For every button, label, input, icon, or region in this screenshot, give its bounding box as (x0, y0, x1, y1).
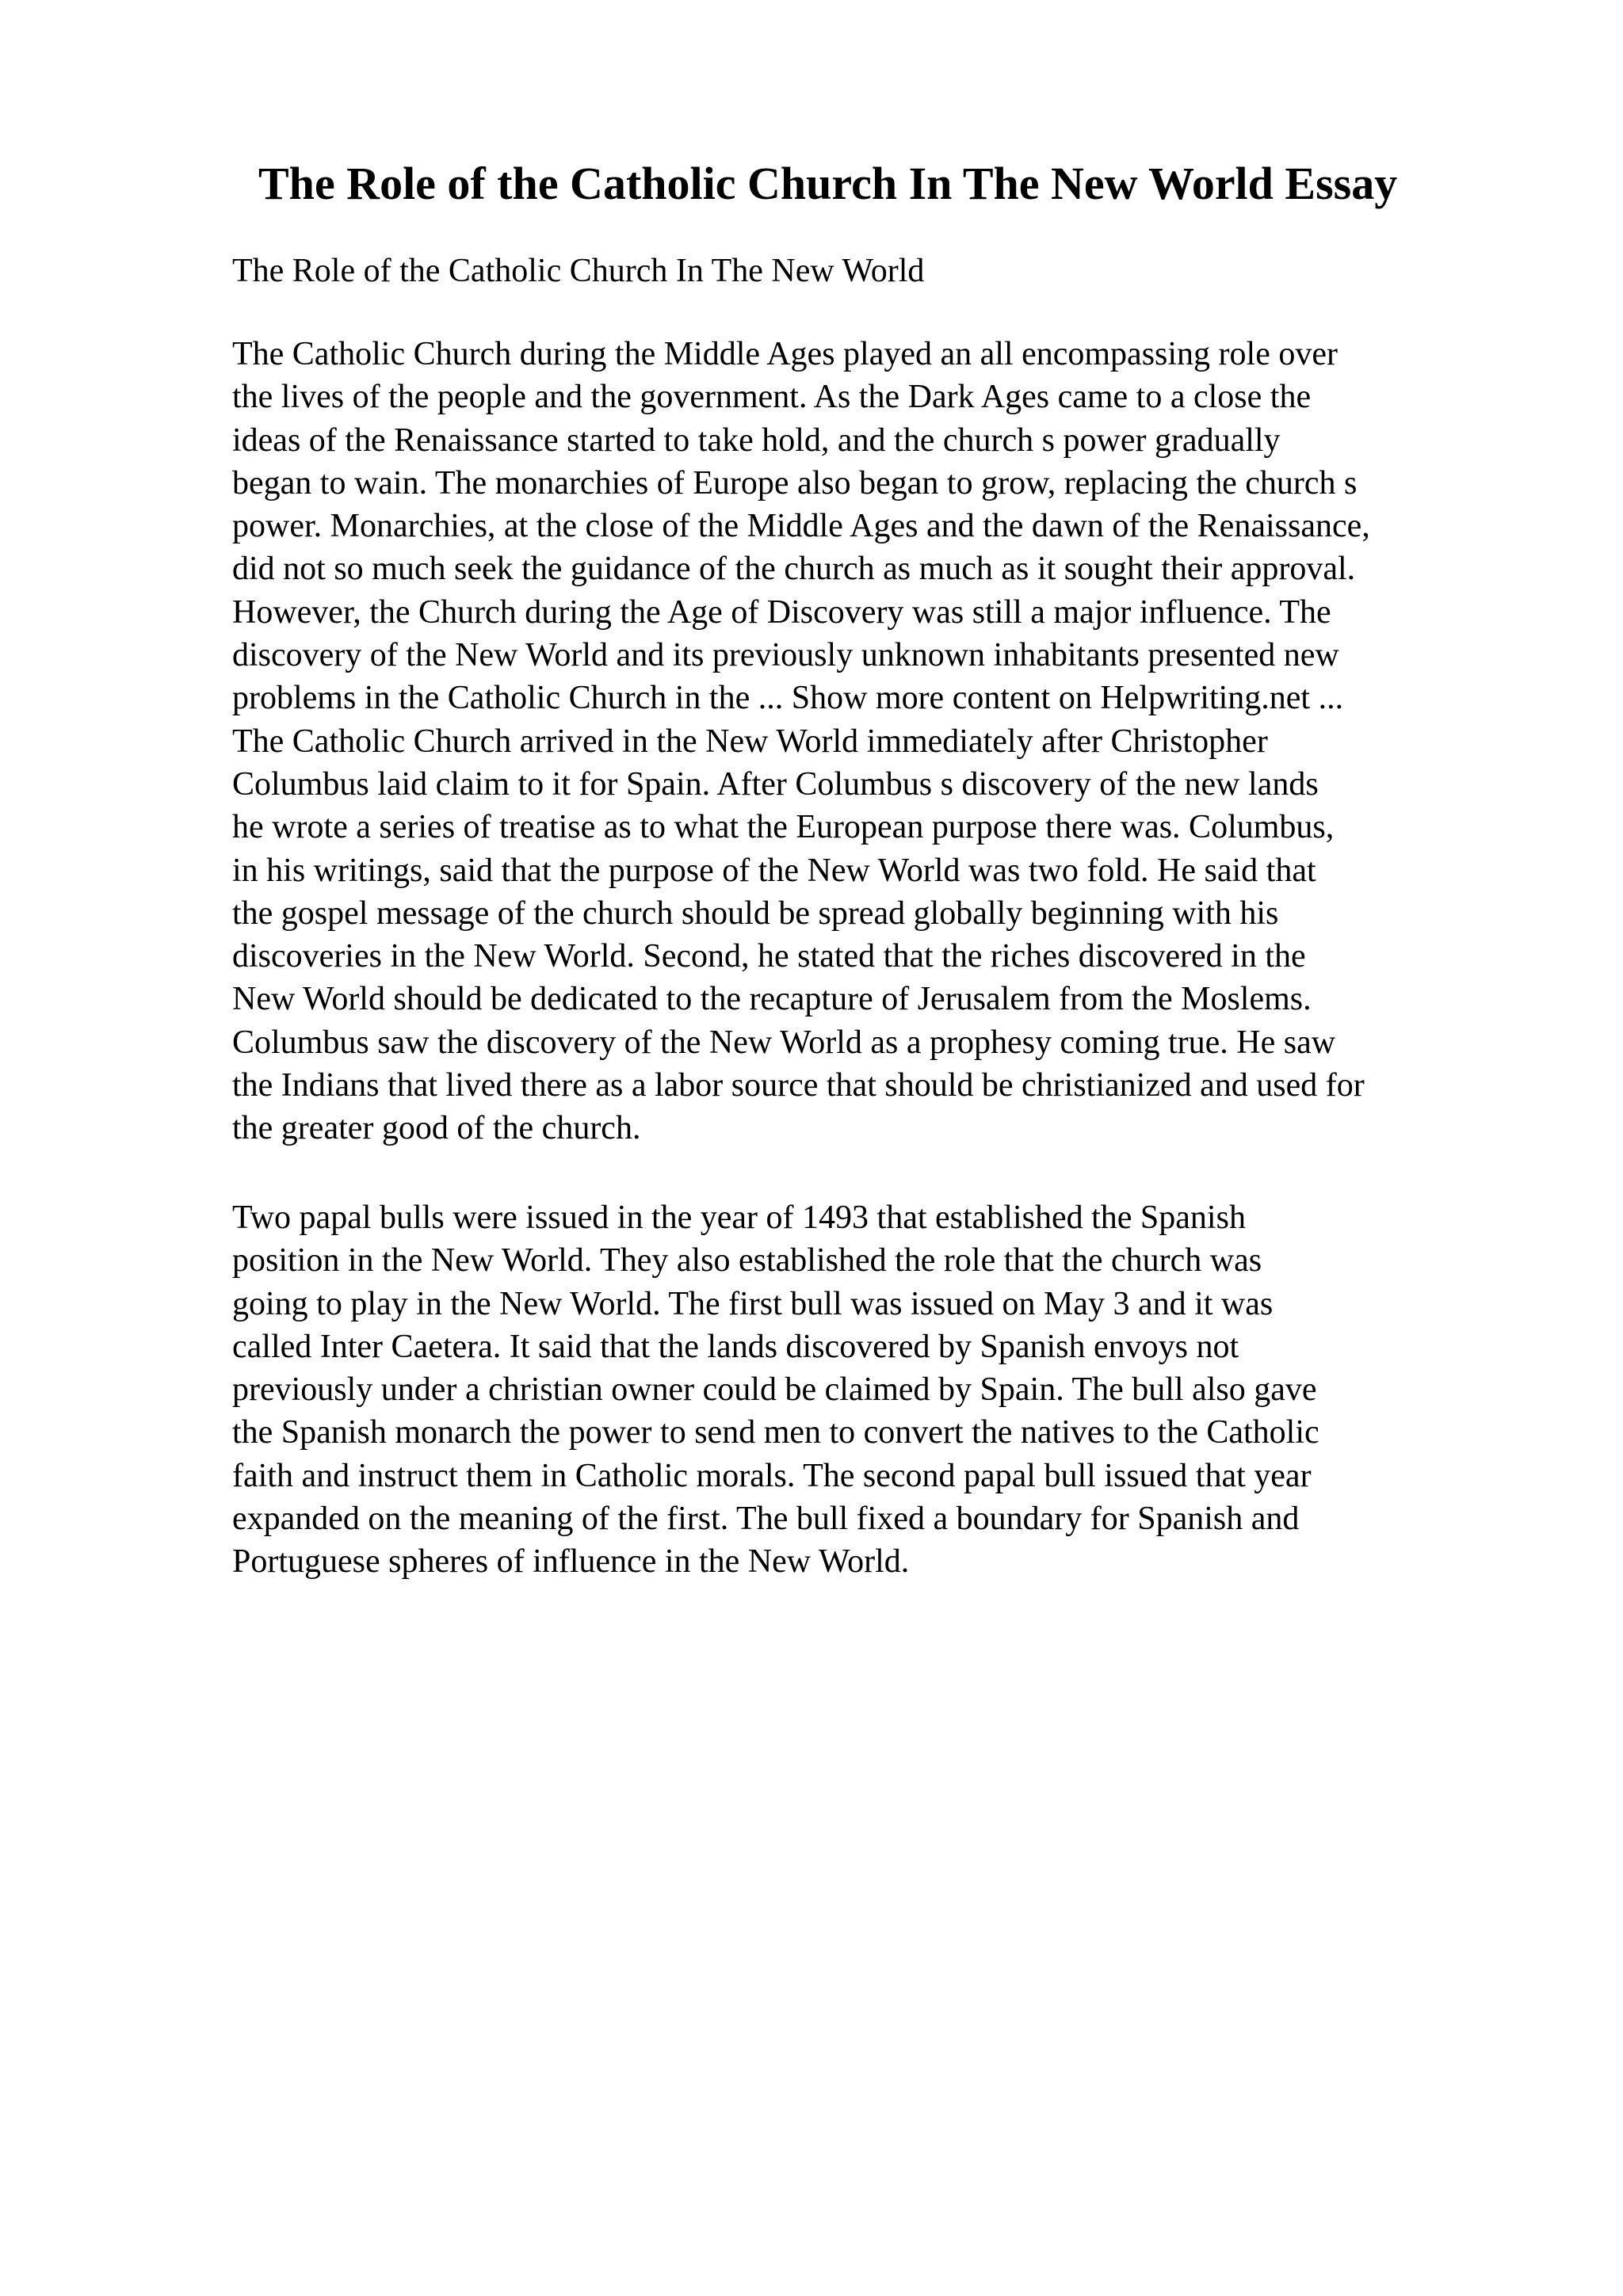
paragraph-line: discoveries in the New World. Second, he stated that the riches discovered in the (232, 938, 1306, 975)
paragraph-line: The Catholic Church during the Middle Ages played an all encompassing role over (232, 336, 1338, 372)
paragraph-line: called Inter Caetera. It said that the lands discovered by Spanish envoys not (232, 1328, 1239, 1365)
paragraph-line: faith and instruct them in Catholic morals. The second papal bull issued that year (232, 1457, 1312, 1494)
paragraph-line: Two papal bulls were issued in the year of 1493 that established the Spanish (232, 1199, 1246, 1236)
paragraph-line: power. Monarchies, at the close of the Middle Ages and the dawn of the Renaissance, (232, 508, 1370, 545)
document-title: The Role of the Catholic Church In The New World Essay (258, 158, 1398, 209)
paragraph-line: ideas of the Renaissance started to take hold, and the church s power gradually (232, 421, 1281, 459)
paragraph-line: position in the New World. They also established the role that the church was (232, 1242, 1262, 1280)
paragraph-line: The Catholic Church arrived in the New World immediately after Christopher (232, 723, 1268, 760)
paragraph-line: in his writings, said that the purpose of the New World was two fold. He said that (232, 852, 1316, 889)
paragraph-line: discovery of the New World and its previously unknown inhabitants presented new (232, 637, 1339, 674)
paragraph-line: the Spanish monarch the power to send men to convert the natives to the Catholic (232, 1414, 1319, 1451)
paragraph-line: New World should be dedicated to the recapture of Jerusalem from the Moslems. (232, 981, 1312, 1018)
paragraph-line: previously under a christian owner could be claimed by Spain. The bull also gave (232, 1371, 1317, 1409)
paragraph-line: did not so much seek the guidance of the church as much as it sought their approval. (232, 551, 1356, 588)
document-subtitle: The Role of the Catholic Church In The New World (232, 253, 925, 289)
paragraph-line: problems in the Catholic Church in the ... Show more content on Helpwriting.net ... (232, 680, 1344, 717)
paragraph-line: expanded on the meaning of the first. The bull fixed a boundary for Spanish and (232, 1501, 1300, 1538)
paragraph-line: the gospel message of the church should be spread globally beginning with his (232, 894, 1279, 932)
paragraph-line: he wrote a series of treatise as to what the European purpose there was. Columbus, (232, 809, 1335, 846)
paragraph-line: Columbus saw the discovery of the New World as a prophesy coming true. He saw (232, 1024, 1336, 1061)
paragraph-line: Columbus laid claim to it for Spain. After Columbus s discovery of the new lands (232, 765, 1319, 803)
paragraph-line: Portuguese spheres of influence in the New World. (232, 1543, 910, 1581)
paragraph-line: going to play in the New World. The first bull was issued on May 3 and it was (232, 1285, 1274, 1322)
essay-paragraph-1 (232, 333, 1370, 1150)
paragraph-line: the greater good of the church. (232, 1110, 641, 1147)
paragraph-line: began to wain. The monarchies of Europe also began to grow, replacing the church s (232, 464, 1358, 502)
paragraph-line: the Indians that lived there as a labor source that should be christianized and used for (232, 1067, 1365, 1104)
paragraph-line: the lives of the people and the government. As the Dark Ages came to a close the (232, 379, 1312, 416)
essay-paragraph-2 (232, 1196, 1319, 1584)
paragraph-line: However, the Church during the Age of Discovery was still a major influence. The (232, 593, 1331, 631)
